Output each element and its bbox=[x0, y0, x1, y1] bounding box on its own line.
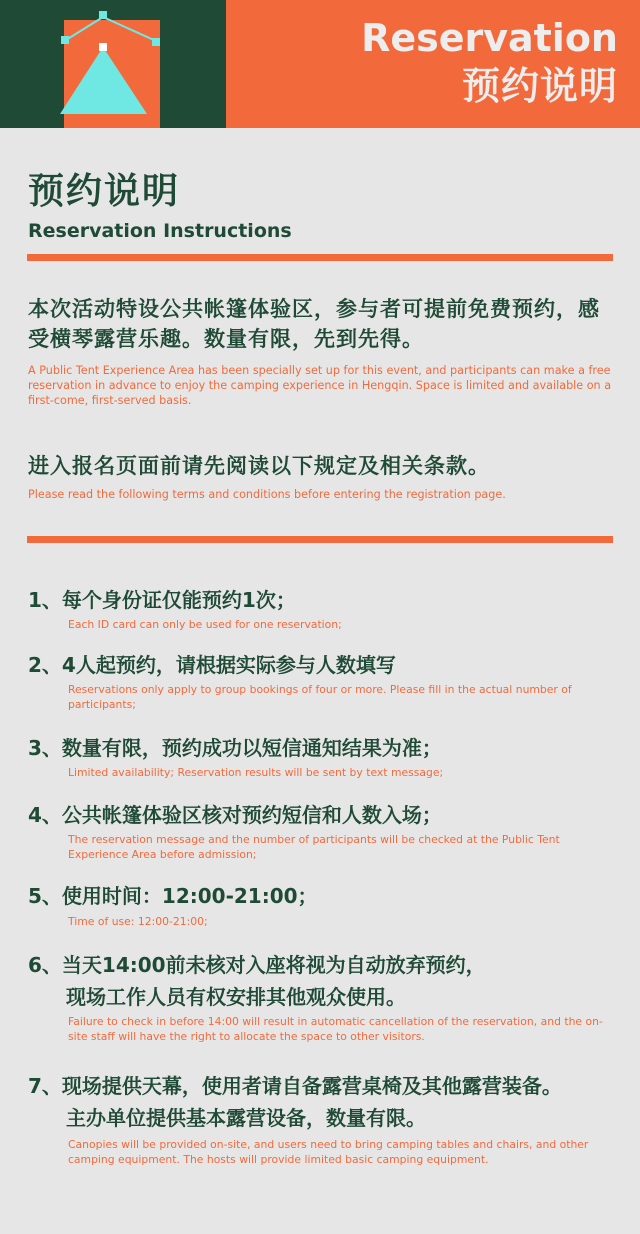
rule-5-zh: 5、使用时间：12:00-21:00； bbox=[28, 884, 318, 908]
terms-notice-zh: 进入报名页面前请先阅读以下规定及相关条款。 bbox=[28, 454, 490, 478]
rule-7-en: Canopies will be provided on-site, and users need to bring camping tables and chairs, and other camping equipment. The hosts will provide limited basic camping equipment. bbox=[68, 1138, 589, 1166]
divider-top bbox=[27, 254, 613, 261]
title-panel bbox=[226, 0, 640, 128]
tent-icon bbox=[0, 0, 226, 128]
header-banner bbox=[0, 0, 640, 128]
rule-7-zh-line2: 主办单位提供基本露营设备，数量有限。 bbox=[66, 1106, 426, 1130]
rule-6-en: Failure to check in before 14:00 will result in automatic cancellation of the reservation, and the on-site staff will have the right to allocate the space to other visitors. bbox=[68, 1015, 603, 1043]
rule-3-zh: 3、数量有限，预约成功以短信通知结果为准； bbox=[28, 736, 442, 760]
terms-notice-en: Please read the following terms and conditions before entering the registration page. bbox=[28, 488, 506, 501]
banner-title-en: Reservation bbox=[361, 16, 618, 60]
rule-6-zh-line2: 现场工作人员有权安排其他观众使用。 bbox=[66, 985, 406, 1009]
rule-2-zh: 2、4人起预约，请根据实际参与人数填写 bbox=[28, 653, 396, 677]
rule-5-en: Time of use: 12:00-21:00; bbox=[68, 915, 208, 928]
rule-1-zh: 1、每个身份证仅能预约1次； bbox=[28, 588, 296, 612]
section-heading-zh: 预约说明 bbox=[28, 171, 181, 212]
section-heading-en: Reservation Instructions bbox=[28, 220, 292, 242]
logo-panel bbox=[0, 0, 226, 128]
rule-4-zh: 4、公共帐篷体验区核对预约短信和人数入场； bbox=[28, 803, 442, 827]
intro-paragraph-en: A Public Tent Experience Area has been specially set up for this event, and participants can make a free reservation in advance to enjoy the camping experience in Hengqin. Space is limited and available on a first-come, first-served basis. bbox=[28, 364, 612, 407]
divider-middle bbox=[27, 536, 613, 543]
rule-7-zh: 7、现场提供天幕，使用者请自备露营桌椅及其他露营装备。 bbox=[28, 1074, 562, 1098]
rule-6-zh: 6、当天14:00前未核对入座将视为自动放弃预约， bbox=[28, 953, 486, 977]
rule-4-en: The reservation message and the number of participants will be checked at the Public Tent Experience Area before admission; bbox=[68, 833, 560, 861]
intro-paragraph-zh: 本次活动特设公共帐篷体验区，参与者可提前免费预约，感受横琴露营乐趣。数量有限，先到先得。 bbox=[28, 297, 600, 351]
rule-1-en: Each ID card can only be used for one reservation; bbox=[68, 618, 342, 631]
rule-2-en: Reservations only apply to group bookings of four or more. Please fill in the actual number of participants; bbox=[68, 683, 572, 711]
rule-3-en: Limited availability; Reservation results will be sent by text message; bbox=[68, 766, 444, 779]
banner-title-zh: 预约说明 bbox=[461, 64, 618, 108]
